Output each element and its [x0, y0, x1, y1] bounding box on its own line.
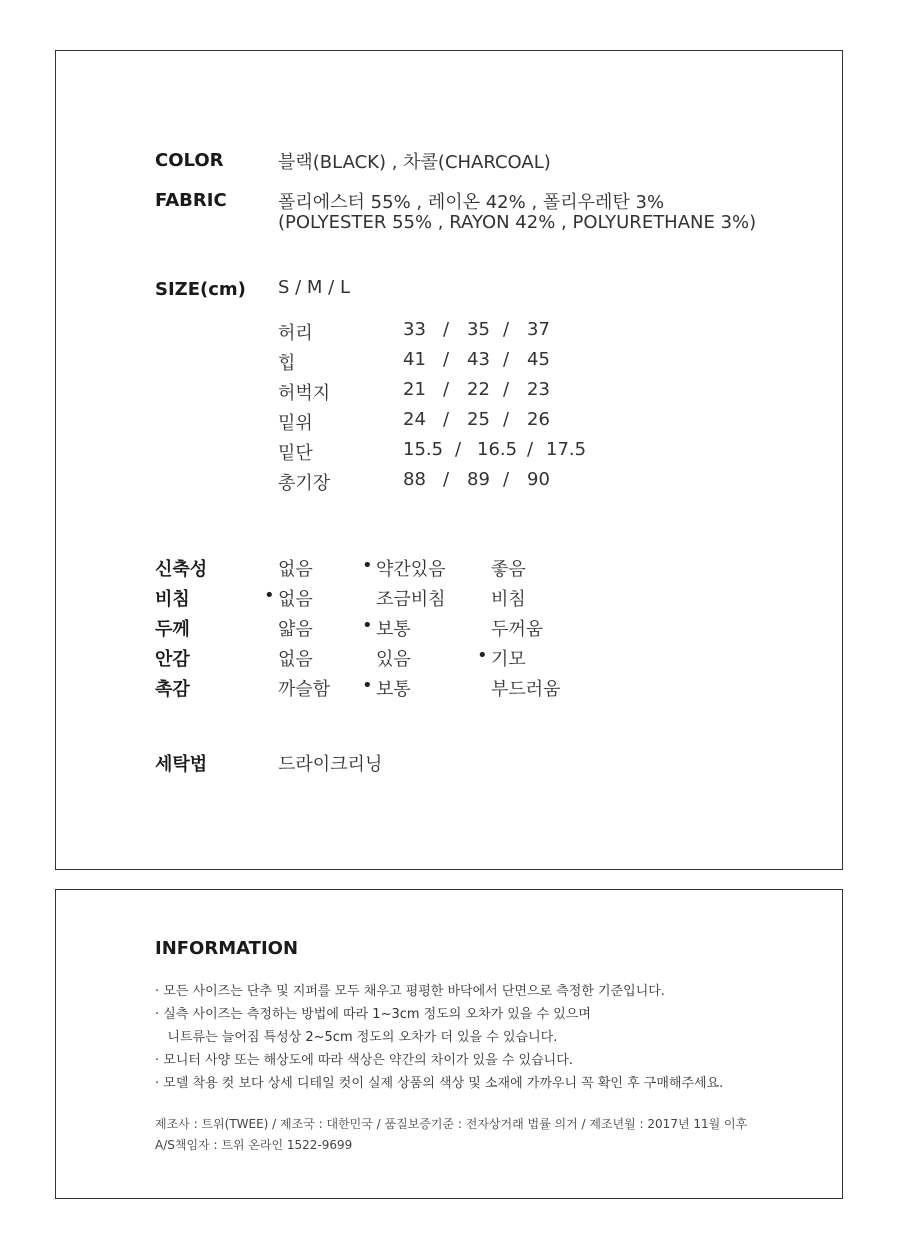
property-label: 신축성	[155, 559, 208, 580]
property-label: 촉감	[155, 679, 190, 700]
information-footer-line: 제조사 : 트위(TWEE) / 제조국 : 대한민국 / 품질보증기준 : 전자상거래 법률 의거 / 제조년월 : 2017년 11월 이후	[155, 1117, 748, 1131]
property-option: 비침	[491, 589, 526, 610]
information-note: · 모든 사이즈는 단추 및 지퍼를 모두 채우고 평평한 바닥에서 단면으로 측정한 기준입니다.	[155, 984, 665, 999]
property-option: 없음	[278, 559, 313, 580]
size-row-name: 허벅지	[278, 383, 331, 404]
size-row-name: 힙	[278, 353, 296, 374]
size-separator: /	[527, 439, 534, 460]
property-option: 까슬함	[278, 679, 331, 700]
property-option: 없음	[278, 649, 313, 670]
size-separator: /	[455, 439, 462, 460]
size-row-value: 24	[403, 409, 426, 430]
size-row-value: 35	[467, 319, 490, 340]
size-row-value: 90	[527, 469, 550, 490]
size-row-value: 23	[527, 379, 550, 400]
size-separator: /	[503, 349, 510, 370]
size-separator: /	[443, 349, 450, 370]
size-row-value: 37	[527, 319, 550, 340]
size-separator: /	[443, 409, 450, 430]
size-separator: /	[503, 469, 510, 490]
size-row-value: 21	[403, 379, 426, 400]
property-label: 비침	[155, 589, 190, 610]
information-note: · 모델 착용 컷 보다 상세 디테일 컷이 실제 상품의 색상 및 소재에 가까우니 꼭 확인 후 구매해주세요.	[155, 1076, 724, 1091]
property-option: 좋음	[491, 559, 526, 580]
size-row-value: 33	[403, 319, 426, 340]
property-option: 보통	[376, 679, 411, 700]
size-row-name: 총기장	[278, 473, 331, 494]
property-option: 조금비침	[376, 589, 446, 610]
selected-marker-icon: •	[362, 675, 373, 696]
information-note: · 실측 사이즈는 측정하는 방법에 따라 1~3cm 정도의 오차가 있을 수 있으며	[155, 1007, 591, 1022]
size-row-value: 89	[467, 469, 490, 490]
size-row-value: 43	[467, 349, 490, 370]
selected-marker-icon: •	[362, 555, 373, 576]
property-option: 보통	[376, 619, 411, 640]
size-separator: /	[443, 379, 450, 400]
selected-marker-icon: •	[264, 585, 275, 606]
size-options: S / M / L	[278, 277, 350, 298]
size-row-value: 17.5	[546, 439, 587, 460]
size-row-value: 41	[403, 349, 426, 370]
property-option: 있음	[376, 649, 411, 670]
property-option: 부드러움	[491, 679, 561, 700]
property-option: 약간있음	[376, 559, 446, 580]
size-row-value: 16.5	[477, 439, 518, 460]
fabric-value-ko: 폴리에스터 55% , 레이온 42% , 폴리우레탄 3%	[278, 192, 665, 213]
size-separator: /	[443, 469, 450, 490]
size-row-name: 밑단	[278, 443, 313, 464]
property-label: 두께	[155, 619, 190, 640]
size-label: SIZE(cm)	[155, 279, 246, 300]
size-separator: /	[503, 319, 510, 340]
size-separator: /	[503, 379, 510, 400]
information-note: · 모니터 사양 또는 해상도에 따라 색상은 약간의 차이가 있을 수 있습니다.	[155, 1053, 573, 1068]
size-row-value: 26	[527, 409, 550, 430]
property-option: 두꺼움	[491, 619, 544, 640]
fabric-value-en: (POLYESTER 55% , RAYON 42% , POLYURETHANE 3%)	[278, 212, 757, 233]
size-row-name: 밑위	[278, 413, 313, 434]
information-title: INFORMATION	[155, 938, 299, 959]
size-separator: /	[503, 409, 510, 430]
property-option: 얇음	[278, 619, 313, 640]
selected-marker-icon: •	[477, 645, 488, 666]
information-note: 니트류는 늘어짐 특성상 2~5cm 정도의 오차가 더 있을 수 있습니다.	[155, 1030, 558, 1045]
washing-label: 세탁법	[155, 754, 208, 775]
size-row-value: 45	[527, 349, 550, 370]
size-row-name: 허리	[278, 323, 313, 344]
fabric-label: FABRIC	[155, 190, 227, 211]
color-label: COLOR	[155, 150, 224, 171]
property-label: 안감	[155, 649, 190, 670]
information-footer-line: A/S책임자 : 트위 온라인 1522-9699	[155, 1138, 353, 1152]
property-option: 기모	[491, 649, 526, 670]
color-value: 블랙(BLACK) , 차콜(CHARCOAL)	[278, 152, 551, 173]
size-separator: /	[443, 319, 450, 340]
size-row-value: 88	[403, 469, 426, 490]
selected-marker-icon: •	[362, 615, 373, 636]
property-option: 없음	[278, 589, 313, 610]
washing-value: 드라이크리닝	[278, 754, 383, 775]
size-row-value: 15.5	[403, 439, 444, 460]
size-row-value: 22	[467, 379, 490, 400]
size-row-value: 25	[467, 409, 490, 430]
